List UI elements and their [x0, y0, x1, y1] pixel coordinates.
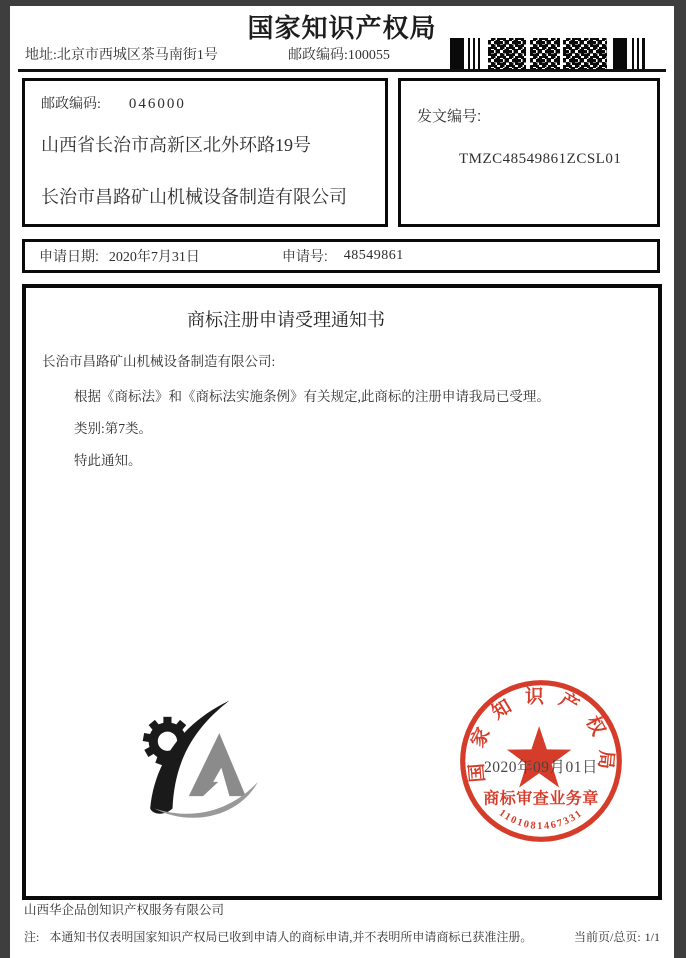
- recipient-postcode-label: 邮政编码:: [41, 97, 101, 112]
- seal-banner-text: 商标审查业务章: [483, 790, 599, 808]
- application-info-bar: [22, 239, 660, 273]
- docnum-value: TMZC48549861ZCSL01: [459, 151, 622, 167]
- header-divider: [18, 69, 666, 72]
- recipient-address: 山西省长治市高新区北外环路19号: [41, 135, 311, 155]
- recipient-postcode-line: [41, 93, 186, 113]
- recipient-postcode-value: 046000: [128, 96, 186, 112]
- barcode-matrix: [530, 38, 560, 72]
- note-label: 注:: [24, 930, 40, 944]
- barcode-matrix: [488, 38, 526, 72]
- barcode-matrix: [563, 38, 607, 72]
- notice-title: 商标注册申请受理通知书: [187, 310, 385, 330]
- org-address: 地址:北京市西城区茶马南街1号: [25, 48, 218, 63]
- application-date-label: 申请日期:: [39, 248, 99, 264]
- application-no-label: 申请号:: [281, 248, 328, 264]
- document-page: [10, 6, 674, 958]
- page-indicator-value: 1/1: [644, 930, 660, 944]
- agency-line: 山西华企品创知识产权服务有限公司: [24, 903, 225, 917]
- notice-paragraph-2: 类别:第7类。: [74, 421, 153, 436]
- svg-text:1101081467331: [497, 808, 586, 832]
- note-text: 本通知书仅表明国家知识产权局已收到申请人的商标申请,并不表明所申请商标已获准注册。: [49, 930, 533, 944]
- seal-date: 2020年09月01日: [483, 759, 598, 776]
- footer-note-row: [24, 928, 660, 945]
- recipient-address-box: [22, 78, 388, 227]
- document-number-box: [398, 78, 660, 227]
- page-indicator: [574, 928, 660, 945]
- application-no-value: 48549861: [343, 248, 404, 263]
- notice-paragraph-1: 根据《商标法》和《商标法实施条例》有关规定,此商标的注册申请我局已受理。: [74, 389, 550, 404]
- page-indicator-label: 当前页/总页:: [573, 930, 641, 944]
- recipient-company: 长治市昌路矿山机械设备制造有限公司: [41, 187, 347, 207]
- application-date-value: 2020年7月31日: [108, 250, 200, 265]
- barcode: [450, 38, 664, 72]
- company-logo-icon: [140, 694, 262, 822]
- docnum-label: 发文编号:: [417, 108, 482, 125]
- barcode-bar: [450, 38, 464, 72]
- seal-serial-text: 1101081467331: [496, 807, 586, 833]
- org-title: 国家知识产权局: [247, 13, 437, 43]
- org-postcode: 邮政编码:100055: [288, 48, 390, 63]
- notice-paragraph-3: 特此通知。: [74, 453, 142, 468]
- notice-salutation: 长治市昌路矿山机械设备制造有限公司:: [42, 354, 276, 369]
- seal-ring-text: 国家知识产权局: [465, 686, 617, 783]
